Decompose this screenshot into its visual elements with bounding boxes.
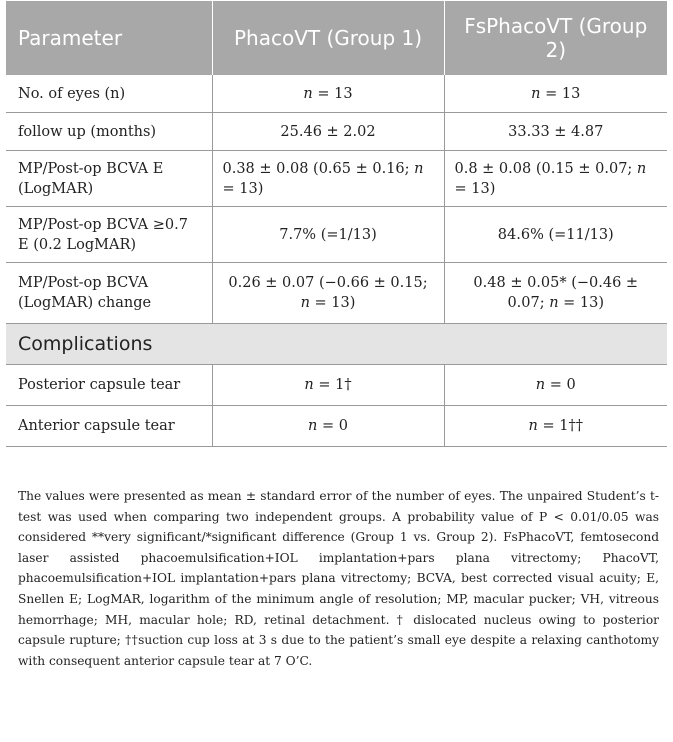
group-1-value: n = 1† [212,365,444,406]
row-label: MP/Post-op BCVA E (LogMAR) [6,151,212,207]
group-2-value: n = 1†† [444,406,667,447]
table-row [6,113,667,151]
header-group-2: FsPhacoVT (Group 2) [444,1,667,75]
group-1-value: n = 0 [212,406,444,447]
group-2-value: n = 13 [444,75,667,113]
group-1-value: 25.46 ± 2.02 [212,113,444,151]
row-label: Anterior capsule tear [6,406,212,447]
group-2-value: 0.48 ± 0.05* (−0.46 ± 0.07; n = 13) [444,263,667,324]
group-1-value: 0.38 ± 0.08 (0.65 ± 0.16; n = 13) [212,151,444,207]
table-row [6,263,667,324]
section-row-complications [6,324,667,365]
row-label: follow up (months) [6,113,212,151]
row-label: Posterior capsule tear [6,365,212,406]
group-2-value: 84.6% (=11/13) [444,207,667,263]
table-row [6,207,667,263]
results-table [6,1,667,447]
group-1-value: 0.26 ± 0.07 (−0.66 ± 0.15; n = 13) [212,263,444,324]
table-row [6,406,667,447]
group-2-value: 33.33 ± 4.87 [444,113,667,151]
row-label: No. of eyes (n) [18,85,126,102]
row-label: MP/Post-op BCVA (LogMAR) change [6,263,212,324]
table-row [6,151,667,207]
group-2-value: n = 0 [444,365,667,406]
row-label: MP/Post-op BCVA ≥0.7 E (0.2 LogMAR) [6,207,212,263]
table-footnote: The values were presented as mean ± standard error of the number of eyes. The unpaired Student’s t-test was used when comparing two independent groups. A probability value of P < 0.01/0.05 was considered **very significant/*significant difference (Group 1 vs. Group 2). FsPhacoVT, femtosecond laser assisted phacoemulsification+IOL implantation+pars plana vitrectomy; PhacoVT, phacoemulsification+IOL implantation+pars plana vitrectomy; BCVA, best corrected visual acuity; E, Snellen E; LogMAR, logarithm of the minimum angle of resolution; MP, macular pucker; VH, vitreous hemorrhage; MH, macular hole; RD, retinal detachment. † dislocated nucleus owing to posterior capsule rupture; ††suction cup loss at 3 s due to the patient’s small eye despite a relaxing canthotomy with consequent anterior capsule tear at 7 O’C. [18,489,659,668]
group-2-value: 0.8 ± 0.08 (0.15 ± 0.07; n = 13) [444,151,667,207]
table-row [6,75,667,113]
header-group-1: PhacoVT (Group 1) [212,1,444,75]
header-row [6,1,667,75]
group-1-value: n = 13 [212,75,444,113]
section-label: Complications [6,324,667,365]
table-row [6,365,667,406]
group-1-value: 7.7% (=1/13) [212,207,444,263]
header-parameter: Parameter [6,1,212,75]
